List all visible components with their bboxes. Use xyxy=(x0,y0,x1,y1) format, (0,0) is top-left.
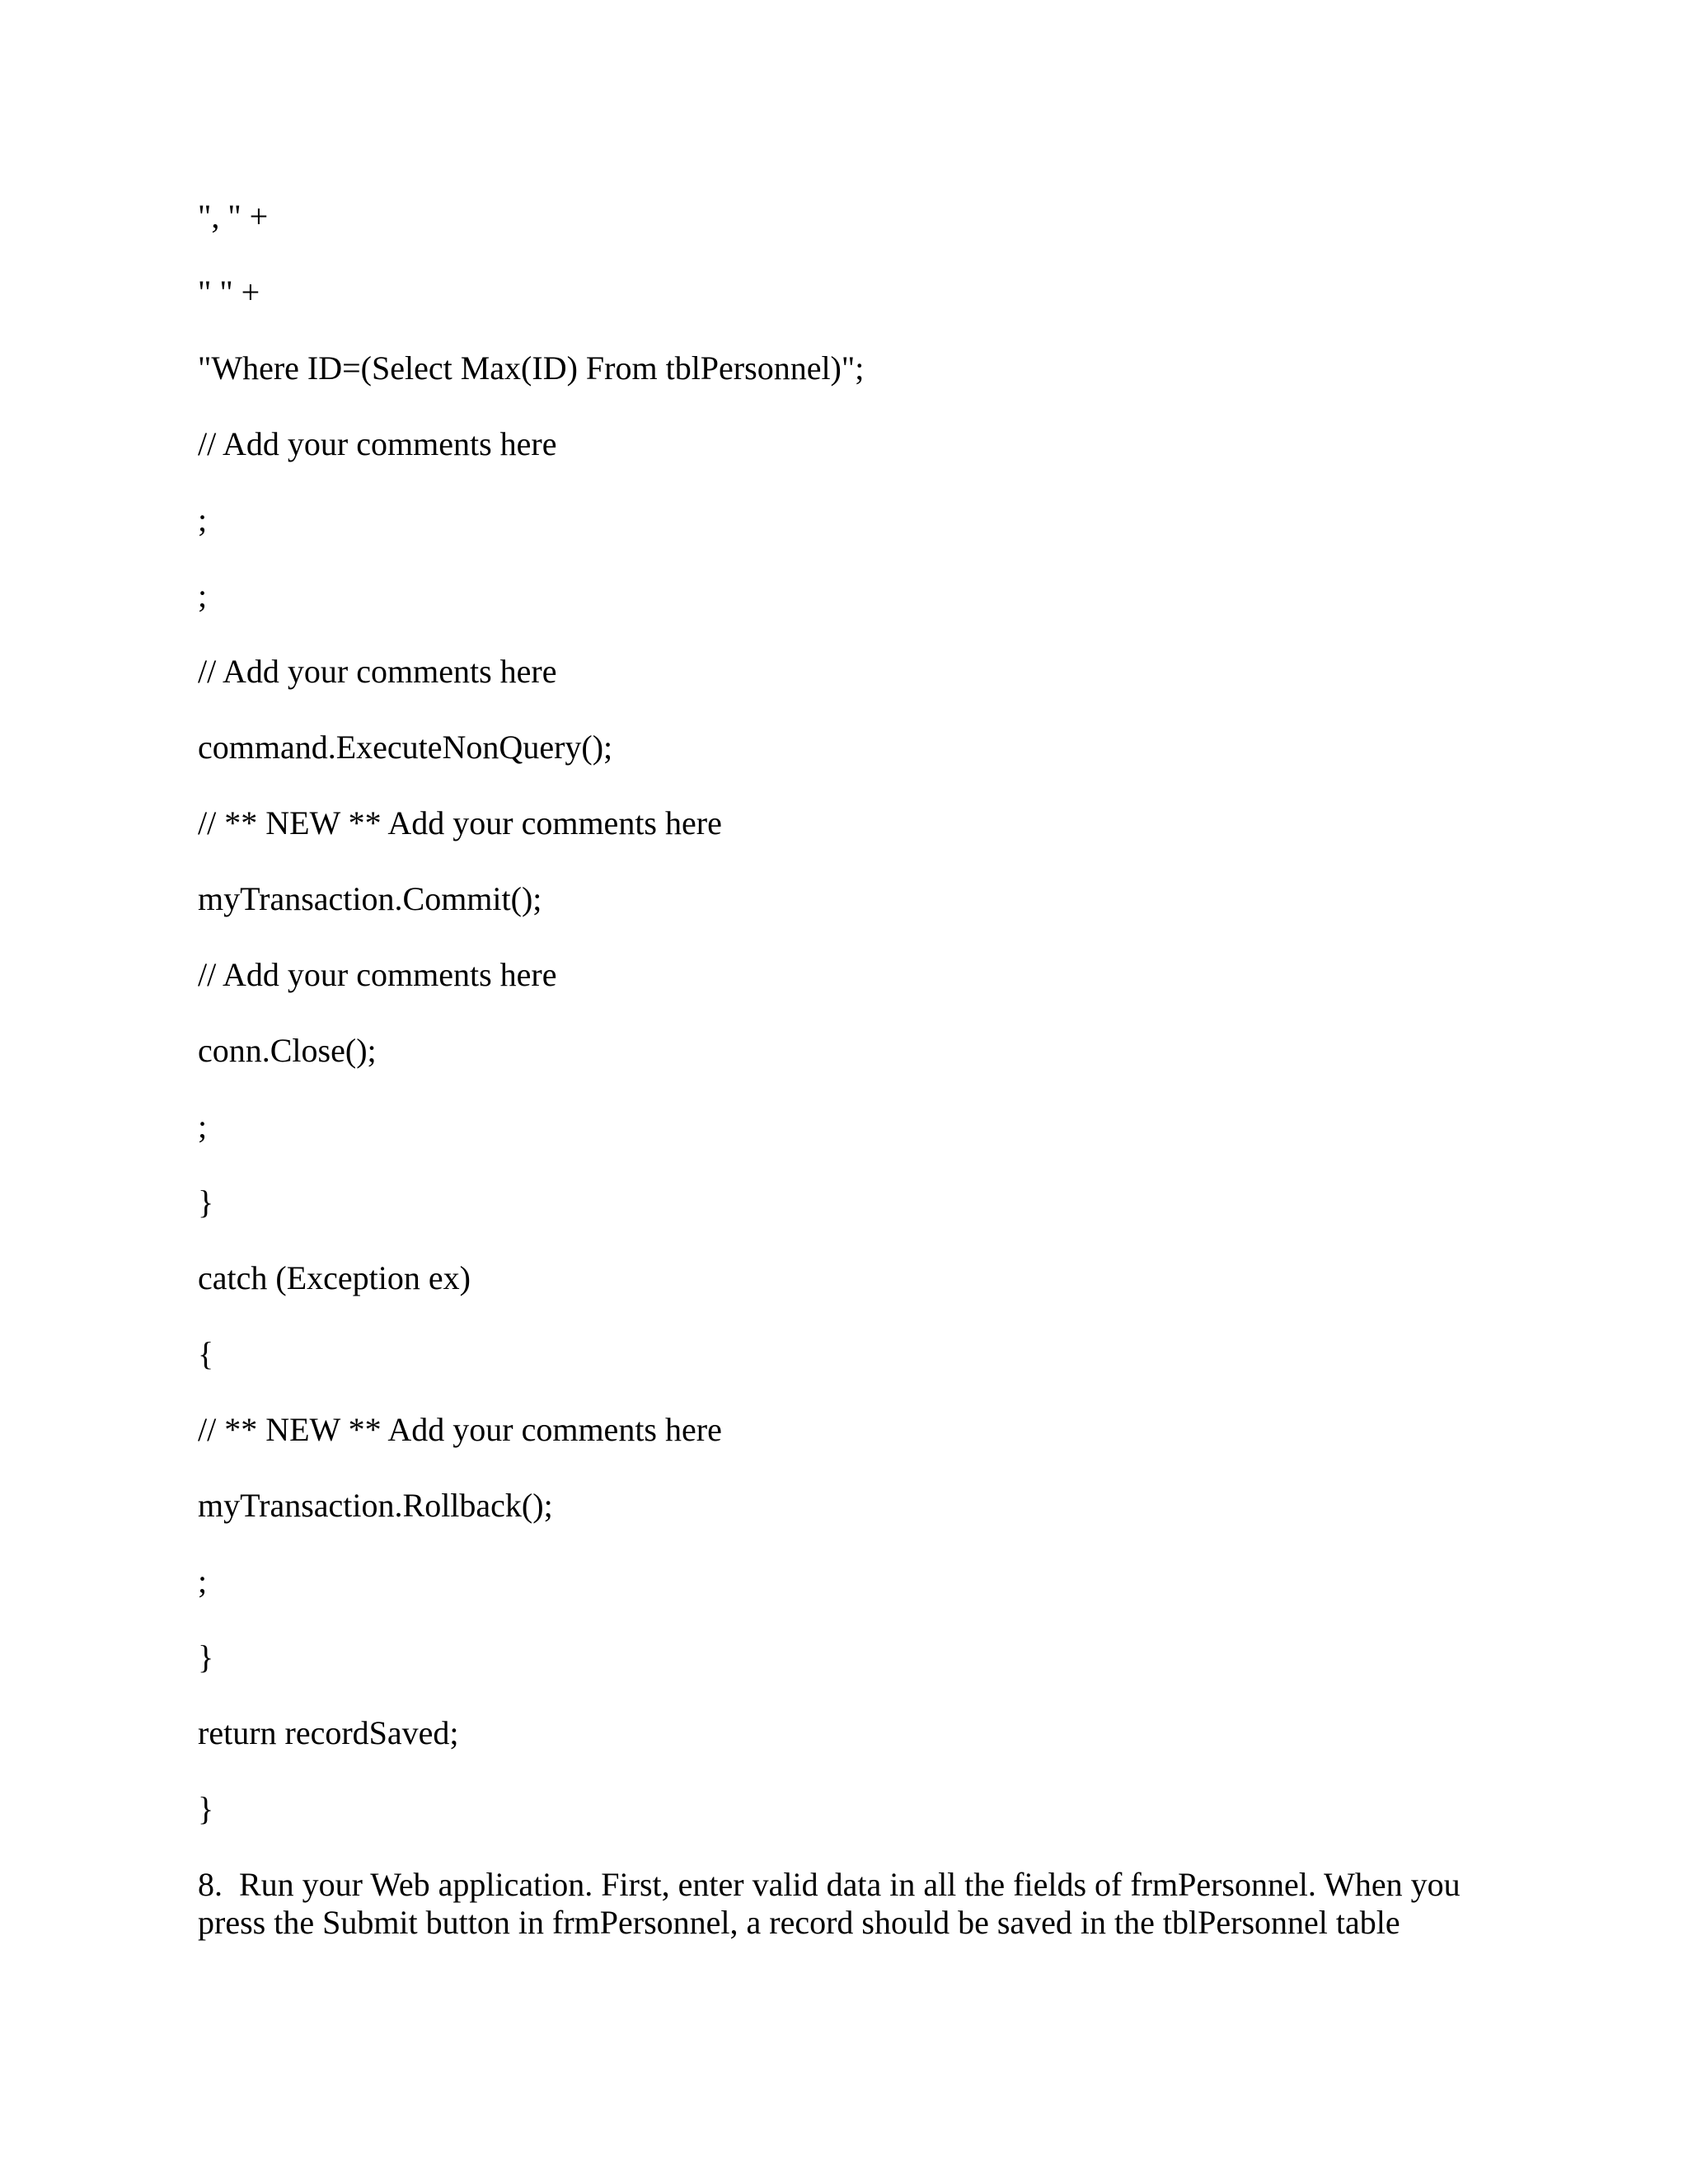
code-line-close: conn.Close(); xyxy=(198,1032,377,1069)
code-comment-new-2: // ** NEW ** Add your comments here xyxy=(198,1411,722,1448)
code-line-brace-open: { xyxy=(198,1335,214,1372)
code-line-rollback: myTransaction.Rollback(); xyxy=(198,1487,553,1524)
code-line-brace-close-1: } xyxy=(198,1183,214,1221)
step-8-line-2: press the Submit button in frmPersonnel, a record should be saved in the tblPersonnel table xyxy=(198,1904,1400,1941)
code-line-3: "Where ID=(Select Max(ID) From tblPersonnel)"; xyxy=(198,349,865,387)
code-line-brace-close-3: } xyxy=(198,1790,214,1827)
step-8-line-1: 8. Run your Web application. First, enter valid data in all the fields of frmPersonnel. When you xyxy=(198,1866,1461,1903)
code-line-5: ; xyxy=(198,501,208,538)
step-8-paragraph xyxy=(198,1866,1484,1942)
code-comment-2: // Add your comments here xyxy=(198,653,557,690)
code-line-1: ", " + xyxy=(198,198,269,235)
code-comment-new-1: // ** NEW ** Add your comments here xyxy=(198,804,722,841)
code-line-13: ; xyxy=(198,1108,208,1145)
code-comment-1: // Add your comments here xyxy=(198,425,557,462)
code-line-commit: myTransaction.Commit(); xyxy=(198,880,542,917)
code-line-execute: command.ExecuteNonQuery(); xyxy=(198,729,613,766)
code-comment-3: // Add your comments here xyxy=(198,956,557,993)
code-line-return: return recordSaved; xyxy=(198,1714,459,1751)
code-line-6: ; xyxy=(198,577,208,614)
code-line-catch: catch (Exception ex) xyxy=(198,1259,471,1296)
code-line-2: " " + xyxy=(198,274,260,311)
code-line-brace-close-2: } xyxy=(198,1638,214,1675)
code-line-19: ; xyxy=(198,1563,208,1600)
